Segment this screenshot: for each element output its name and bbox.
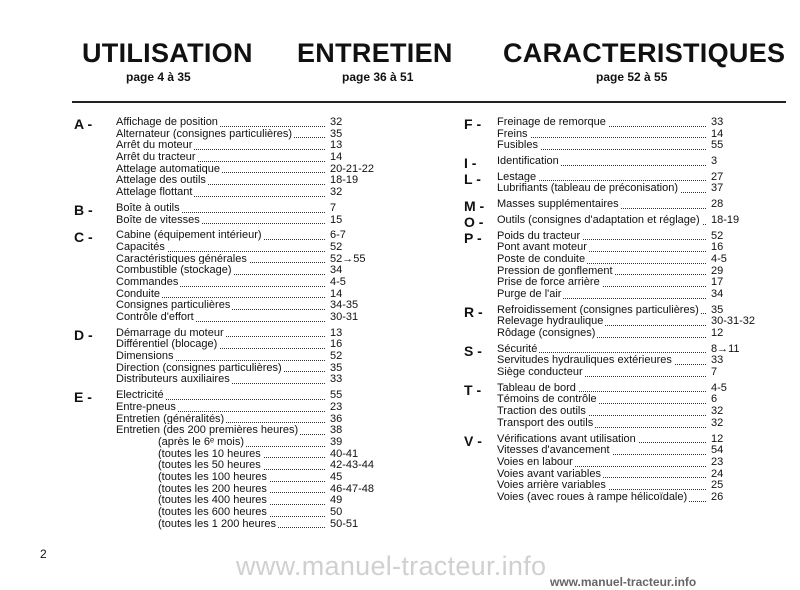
header-caracteristiques-pages: page 52 à 55	[596, 70, 668, 84]
entry-page: 16	[711, 241, 724, 254]
index-entry	[497, 367, 750, 379]
entry-text: Freins	[497, 127, 528, 140]
entry-text: Arrêt du moteur	[116, 139, 193, 152]
entry-text: Fusibles	[497, 139, 538, 152]
entry-page: 7	[711, 366, 718, 379]
entry-page: 32	[330, 186, 343, 199]
entry-page: 50	[330, 506, 343, 518]
entry-page: 24	[711, 467, 724, 480]
entry-text: Refroidissement (consignes particulières)	[497, 303, 699, 316]
entry-page: 3	[711, 155, 718, 168]
index-letter: D -	[74, 326, 93, 343]
entry-page: 52	[330, 350, 343, 363]
entry-text: Vérifications avant utilisation	[497, 432, 636, 445]
header-entretien-title: ENTRETIEN	[297, 38, 453, 68]
entry-page: 34-35	[330, 299, 359, 312]
entry-page: 33	[711, 354, 724, 367]
entry-page: 55	[711, 139, 724, 152]
entry-text: (toutes les 10 heures	[158, 447, 261, 460]
index-entry	[497, 492, 750, 504]
entry-text: Voies (avec roues à rampe hélicoïdale)	[497, 490, 688, 503]
entry-page: 23	[330, 400, 343, 413]
entry-page: 52	[711, 229, 724, 242]
entry-page: 33	[330, 373, 343, 386]
watermark-text: www.manuel-tracteur.info	[236, 551, 547, 581]
entry-page: 28	[711, 198, 724, 211]
entry-page: 46-47-48	[330, 482, 375, 495]
entry-page: 54	[711, 444, 724, 457]
index-letter: B -	[74, 201, 93, 218]
index-entry	[497, 117, 750, 129]
index-group	[460, 117, 750, 152]
entry-text: Siège conducteur	[497, 366, 583, 379]
header-utilisation-title: UTILISATION	[82, 38, 253, 68]
entry-page: 25	[711, 479, 724, 492]
index-entry	[116, 312, 369, 324]
entry-text: (toutes les 100 heures	[158, 470, 267, 483]
entry-page: 13	[330, 326, 343, 339]
entry-text: Dimensions	[116, 350, 174, 363]
entry-text: Boîte de vitesses	[116, 213, 200, 226]
entry-page: 40-41	[330, 447, 359, 460]
entry-text: Prise de force arrière	[497, 276, 600, 289]
index-entry	[116, 277, 369, 289]
index-group	[460, 303, 756, 340]
index-entry	[116, 152, 369, 164]
entry-text: Sécurité	[497, 342, 538, 355]
entry-page: 32	[711, 416, 724, 429]
entry-text: Distributeurs auxiliaires	[116, 373, 230, 386]
entry-text: Attelage flottant	[116, 186, 193, 199]
index-entry	[497, 215, 750, 227]
index-entry	[116, 203, 369, 215]
entry-page: 36	[330, 412, 343, 425]
index-group	[74, 328, 369, 386]
index-entry	[116, 351, 369, 363]
index-letter: F -	[464, 116, 482, 132]
index-letter: A -	[74, 116, 93, 132]
index-group	[460, 383, 750, 430]
index-group	[460, 198, 750, 215]
entry-text: Témoins de contrôle	[497, 393, 597, 406]
entry-page: 12	[711, 327, 724, 339]
entry-text: Affichage de position	[116, 116, 218, 128]
index-entry	[116, 187, 369, 199]
entry-text: Arrêt du tracteur	[116, 151, 196, 164]
entry-page: 14	[330, 287, 343, 300]
entry-text: Commandes	[116, 275, 179, 288]
footer-url: www.manuel-tracteur.info	[550, 575, 697, 589]
entry-text: Voies arrière variables	[497, 479, 606, 492]
entry-text: Outils (consignes d'adaptation et réglage)	[497, 213, 700, 226]
entry-page: 32	[711, 405, 724, 418]
entry-text: Combustible (stockage)	[116, 264, 232, 277]
index-entry	[158, 519, 369, 531]
entry-text: Identification	[497, 155, 559, 168]
entry-page: 39	[330, 435, 343, 448]
entry-page: 55	[330, 389, 343, 402]
index-right-column	[460, 116, 756, 508]
entry-page: 6	[711, 393, 718, 406]
index-entry	[158, 472, 369, 484]
index-group	[74, 116, 375, 199]
entry-page: 42-43-44	[330, 459, 375, 472]
entry-page: 49	[330, 494, 343, 507]
entry-page: 8→11	[711, 342, 740, 355]
entry-page: 52	[330, 240, 343, 253]
index-letter: P -	[464, 229, 482, 246]
index-entry	[497, 254, 750, 266]
index-group	[460, 434, 750, 504]
index-entry	[497, 418, 750, 430]
entry-text: Caractéristiques générales	[116, 252, 247, 265]
index-group	[74, 203, 369, 226]
entry-page: 52→55	[330, 252, 366, 265]
entry-text: Lestage	[497, 170, 537, 183]
entry-text: Cabine (équipement intérieur)	[116, 229, 262, 242]
entry-text: Attelage automatique	[116, 162, 220, 175]
index-letter: V -	[464, 432, 482, 449]
entry-text: Entretien (généralités)	[116, 412, 225, 425]
entry-text: Lubrifiants (tableau de préconisation)	[497, 182, 679, 195]
entry-page: 18-19	[711, 213, 740, 226]
index-letter: R -	[464, 303, 483, 320]
entry-page: 50-51	[330, 517, 359, 530]
entry-page: 37	[711, 182, 724, 195]
index-group	[460, 213, 750, 230]
entry-page: 32	[330, 116, 343, 128]
entry-text: Poids du tracteur	[497, 229, 581, 242]
entry-page: 7	[330, 201, 337, 214]
index-entry	[158, 437, 369, 449]
entry-text: Boîte à outils	[116, 201, 180, 214]
entry-page: 34	[711, 287, 724, 300]
entry-text: Voies avant variables	[497, 467, 601, 480]
index-letter: C -	[74, 229, 93, 246]
index-entry	[116, 374, 369, 386]
header-divider	[72, 101, 786, 103]
entry-page: 14	[711, 127, 724, 140]
entry-text: Entretien (des 200 premières heures)	[116, 424, 299, 437]
index-letter: S -	[464, 342, 482, 359]
index-entry	[116, 402, 369, 414]
index-letter: M -	[464, 198, 485, 215]
entry-text: Direction (consignes particulières)	[116, 361, 282, 374]
entry-text: (toutes les 200 heures	[158, 482, 267, 495]
entry-text: (toutes les 400 heures	[158, 494, 267, 507]
entry-text: Pont avant moteur	[497, 241, 587, 254]
entry-page: 35	[330, 361, 343, 374]
header-caracteristiques-title: CARACTERISTIQUES	[503, 38, 786, 68]
entry-text: Alternateur (consignes particulières)	[116, 127, 293, 140]
entry-page: 4-5	[711, 381, 727, 394]
index-entry	[497, 328, 750, 340]
index-group	[460, 344, 750, 379]
index-entry	[116, 215, 369, 227]
index-left-column	[74, 116, 375, 534]
entry-text: (après le 6ᵉ mois)	[158, 435, 245, 448]
entry-text: Démarrage du moteur	[116, 326, 224, 339]
entry-text: Relevage hydraulique	[497, 315, 604, 328]
entry-page: 34	[330, 264, 343, 277]
entry-text: Différentiel (blocage)	[116, 338, 218, 351]
index-letter: I -	[464, 155, 477, 172]
index-letter: O -	[464, 213, 484, 230]
entry-page: 15	[330, 213, 343, 226]
index-entry	[158, 507, 369, 519]
entry-text: Transport des outils	[497, 416, 594, 429]
entry-page: 27	[711, 170, 724, 183]
entry-page: 35	[330, 127, 343, 140]
index-entry	[497, 183, 750, 195]
entry-text: Traction des outils	[497, 405, 586, 418]
page-number: 2	[40, 547, 47, 561]
index-entry	[497, 289, 750, 301]
index-entry	[116, 117, 369, 129]
entry-text: Voies en labour	[497, 455, 573, 468]
entry-page: 29	[711, 264, 724, 277]
entry-page: 38	[330, 424, 343, 437]
index-entry	[116, 242, 369, 254]
index-group	[460, 231, 750, 301]
entry-text: Rôdage (consignes)	[497, 327, 596, 339]
entry-text: Electricité	[116, 389, 164, 402]
entry-text: (toutes les 50 heures	[158, 459, 261, 472]
entry-page: 35	[711, 303, 724, 316]
entry-text: Purge de l'air	[497, 287, 562, 300]
index-letter: L -	[464, 170, 481, 187]
entry-page: 30-31	[330, 311, 359, 323]
entry-page: 4-5	[711, 252, 727, 265]
entry-page: 30-31-32	[711, 315, 756, 328]
entry-text: Pression de gonflement	[497, 264, 613, 277]
entry-page: 20-21-22	[330, 162, 375, 175]
entry-text: Vitesses d'avancement	[497, 444, 610, 457]
entry-text: (toutes les 1 200 heures	[158, 517, 277, 530]
entry-page: 45	[330, 470, 343, 483]
entry-text: Poste de conduite	[497, 252, 586, 265]
entry-page: 16	[330, 338, 343, 351]
entry-page: 26	[711, 490, 724, 503]
entry-text: Entre-pneus	[116, 400, 176, 413]
index-entry	[497, 156, 750, 168]
entry-page: 14	[330, 151, 343, 164]
entry-page: 4-5	[330, 275, 346, 288]
entry-text: Masses supplémentaires	[497, 198, 619, 211]
index-group	[74, 389, 375, 530]
entry-text: Attelage des outils	[116, 174, 206, 187]
entry-text: Conduite	[116, 287, 161, 300]
index-entry	[497, 457, 750, 469]
entry-text: Servitudes hydrauliques extérieures	[497, 354, 672, 367]
header-entretien-pages: page 36 à 51	[342, 70, 414, 84]
entry-text: Capacités	[116, 240, 165, 253]
index-letter: E -	[74, 389, 92, 406]
entry-text: (toutes les 600 heures	[158, 506, 267, 518]
index-group	[74, 230, 369, 324]
entry-text: Consignes particulières	[116, 299, 231, 312]
entry-text: Contrôle d'effort	[116, 311, 194, 323]
index-letter: T -	[464, 381, 482, 398]
index-group	[460, 155, 750, 172]
index-entry	[497, 199, 750, 211]
header-utilisation-pages: page 4 à 35	[126, 70, 191, 84]
entry-page: 33	[711, 116, 724, 128]
entry-text: Tableau de bord	[497, 381, 576, 394]
entry-page: 13	[330, 139, 343, 152]
entry-text: Freinage de remorque	[497, 116, 606, 128]
entry-page: 23	[711, 455, 724, 468]
entry-page: 18-19	[330, 174, 359, 187]
entry-page: 17	[711, 276, 724, 289]
index-group	[460, 172, 750, 195]
entry-page: 6-7	[330, 229, 346, 242]
index-entry	[497, 140, 750, 152]
entry-page: 12	[711, 432, 724, 445]
